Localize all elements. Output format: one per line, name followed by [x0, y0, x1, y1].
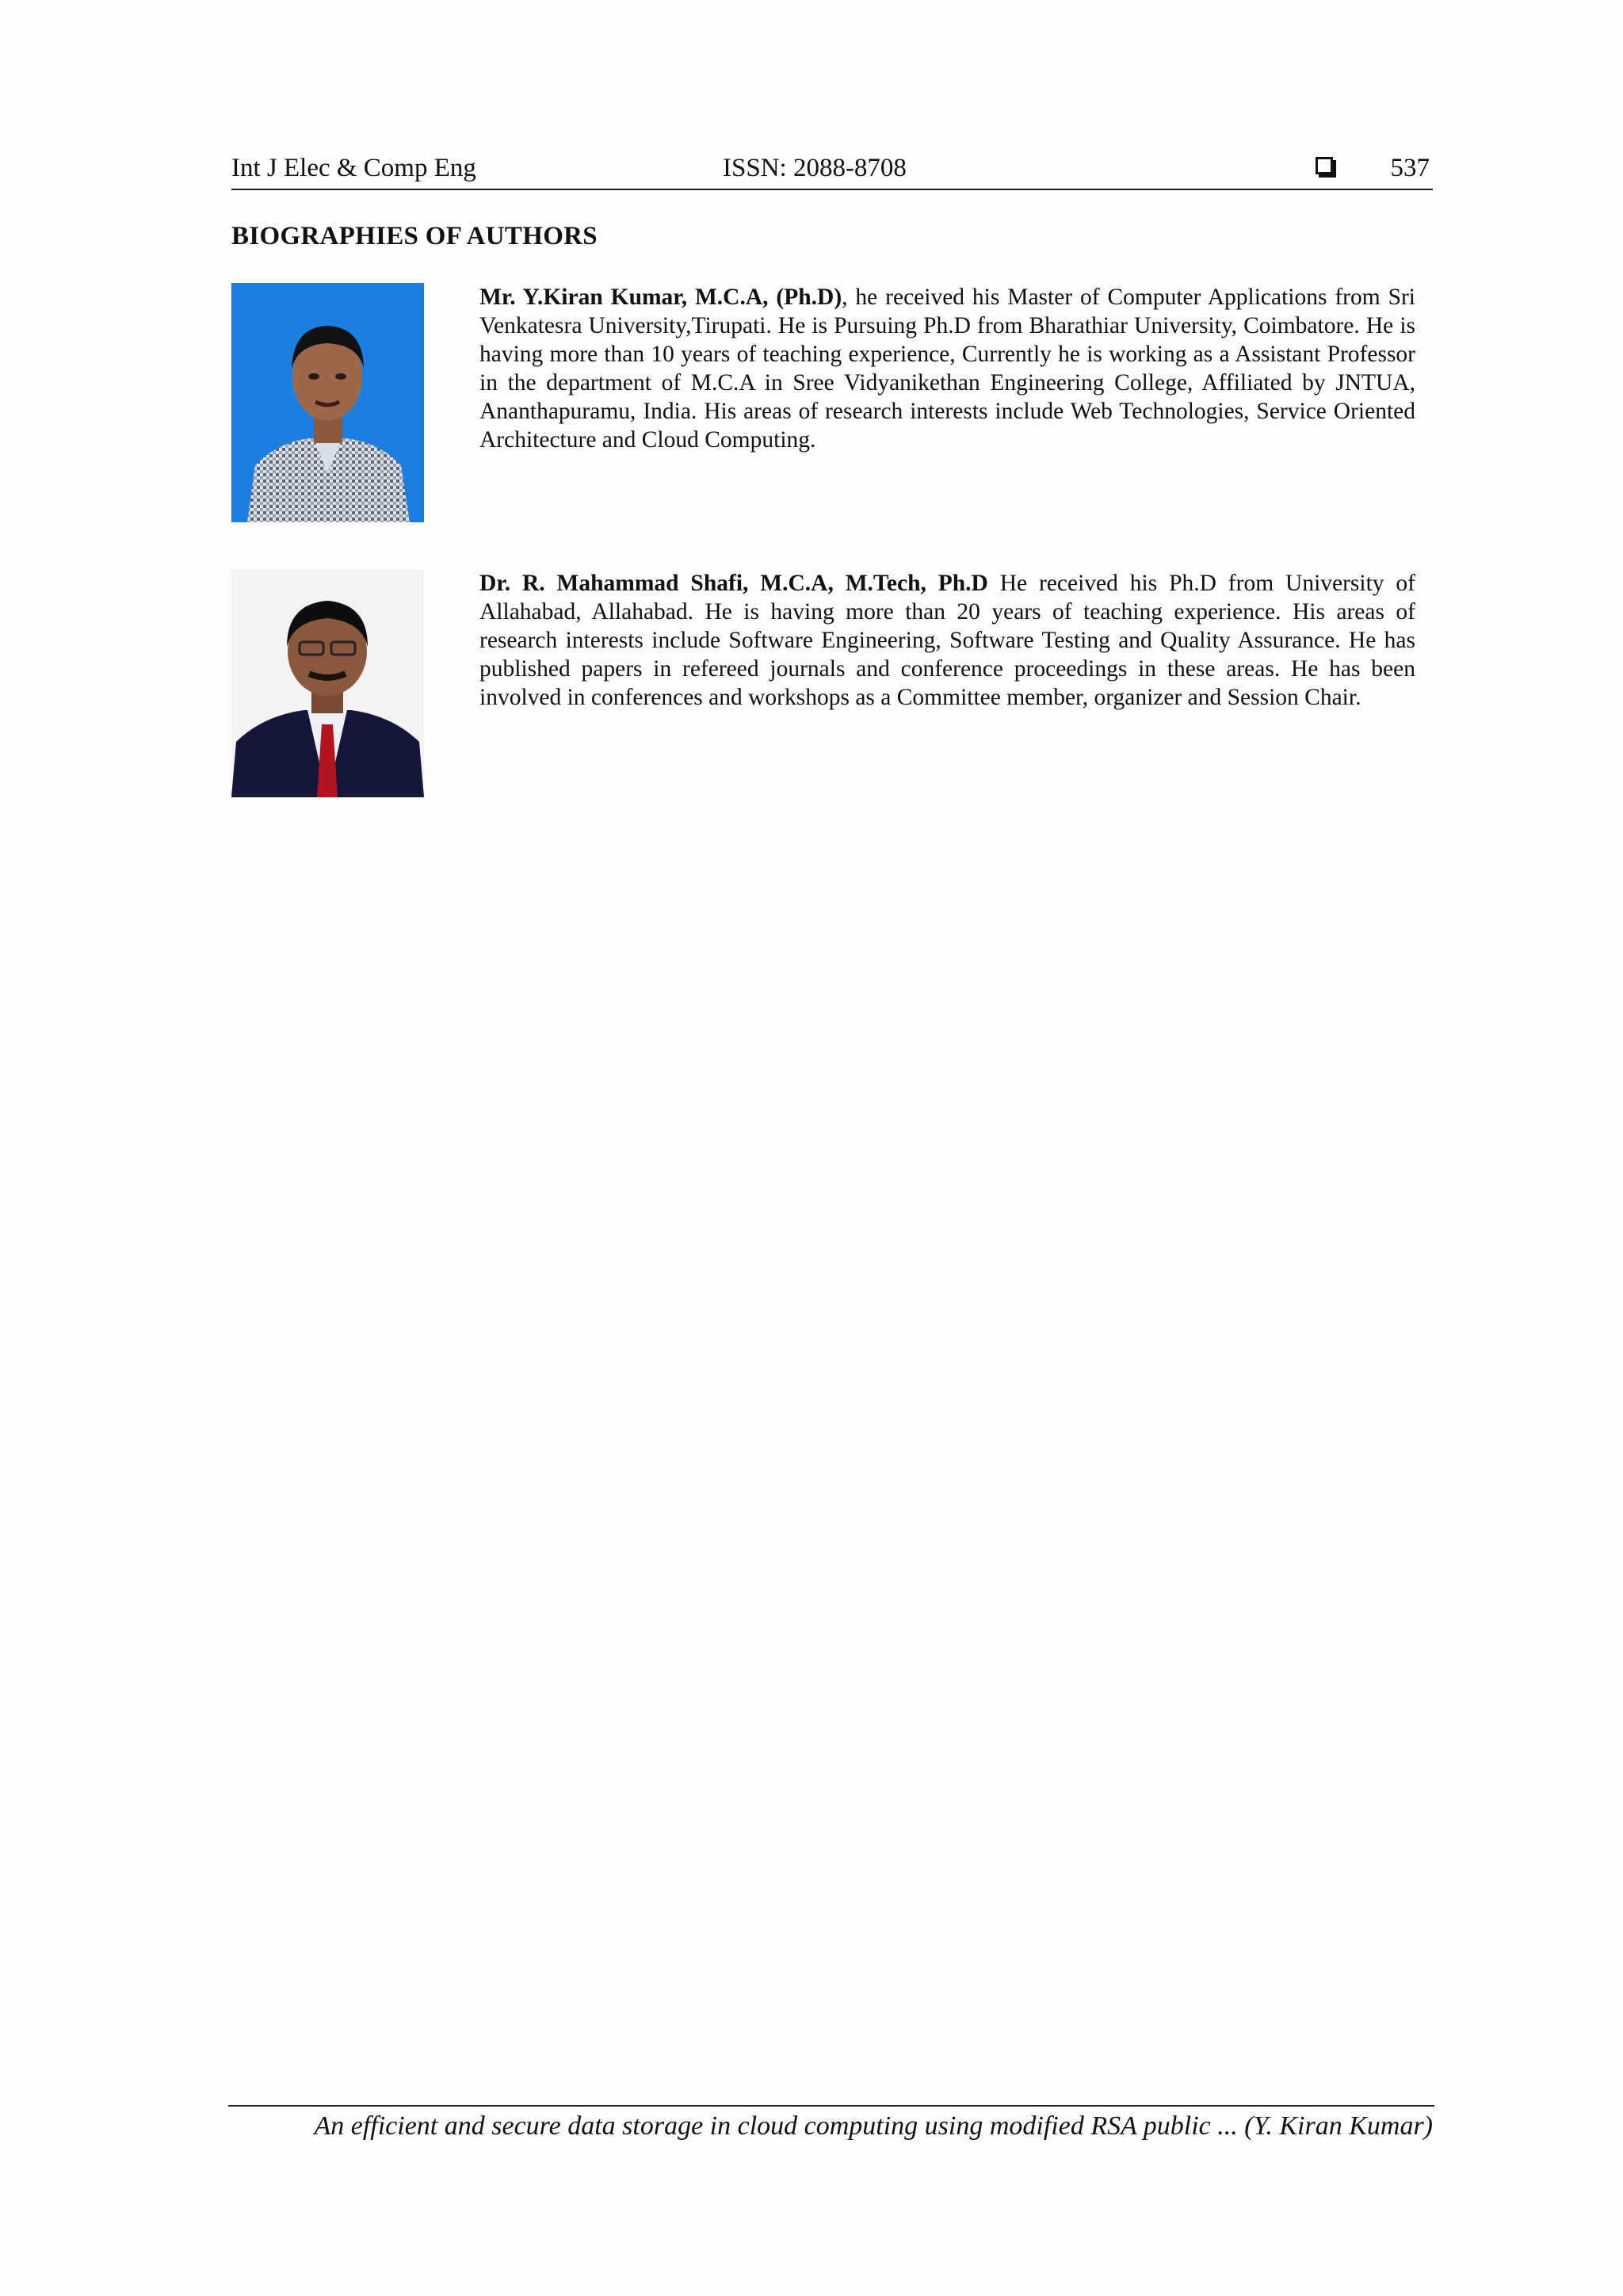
author-description-2: He received his Ph.D from University of Allahabad, Allahabad. He is having more than 20 years of teaching experience. His areas of research interests include Software Engineering, Software Testing and Quality Assurance. He has published papers in refereed journals and conference proceedings in these areas. He has been involved in conferences and workshops as a Committee member, organizer and Session Chair.: [479, 571, 1416, 710]
author-bio-2: [231, 569, 1415, 797]
footer-rule: [228, 2105, 1434, 2107]
footer-running-title: An efficient and secure data storage in cloud computing using modified RSA public ... (Y. Kiran Kumar): [314, 2111, 1433, 2141]
author-bio-text-1: [479, 283, 1415, 454]
author-bio-text-2: [479, 569, 1415, 712]
journal-name: Int J Elec & Comp Eng: [231, 154, 476, 182]
author-name-1: Mr. Y.Kiran Kumar, M.C.A, (Ph.D): [479, 285, 842, 310]
square-bullet-icon: [1316, 157, 1333, 174]
author-name-2: Dr. R. Mahammad Shafi, M.C.A, M.Tech, Ph.D: [479, 571, 988, 596]
author-bio-1: [231, 283, 1415, 522]
author-photo-2: [231, 569, 424, 797]
page-header: [231, 151, 1433, 190]
author-description-1: , he received his Master of Computer Applications from Sri Venkatesra University,Tirupati. He is Pursuing Ph.D from Bharathiar University, Coimbatore. He is having more than 10 years of teaching experience, Currently he is working as a Assistant Professor in the department of M.C.A in Sree Vidyanikethan Engineering College, Affiliated by JNTUA, Ananthapuramu, India. His areas of research interests include Web Technologies, Service Oriented Architecture and Cloud Computing.: [479, 285, 1416, 453]
author-photo-1: [231, 283, 424, 522]
section-title: BIOGRAPHIES OF AUTHORS: [231, 222, 598, 250]
issn: ISSN: 2088-8708: [723, 154, 907, 182]
page-number: 537: [1390, 154, 1430, 182]
